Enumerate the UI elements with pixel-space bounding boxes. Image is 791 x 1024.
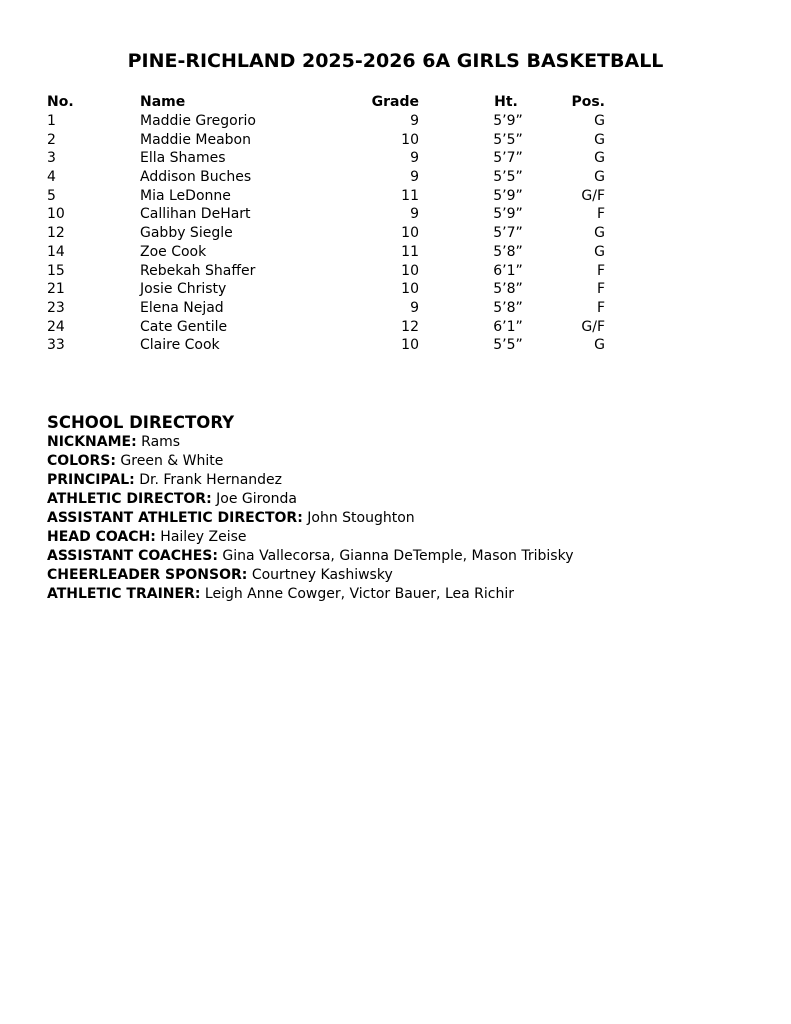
player-number: 24 (47, 318, 65, 335)
directory-label: PRINCIPAL: (47, 472, 135, 488)
directory-value: Gina Vallecorsa, Gianna DeTemple, Mason Tribisky (217, 548, 574, 564)
player-name: Zoe Cook (140, 243, 207, 260)
directory-label: ATHLETIC TRAINER: (47, 586, 201, 602)
player-name: Gabby Siegle (140, 225, 233, 242)
directory-entry (47, 490, 747, 509)
player-position: G (594, 169, 605, 186)
header-no: No. (47, 94, 74, 110)
table-row (47, 149, 607, 168)
player-grade: 9 (410, 150, 419, 167)
player-height: 5’7” (493, 150, 523, 167)
player-height: 5’9” (493, 187, 523, 204)
player-grade: 12 (401, 318, 419, 335)
player-name: Josie Christy (140, 281, 227, 298)
player-number: 12 (47, 225, 65, 242)
player-number: 33 (47, 337, 65, 354)
table-row (47, 187, 607, 206)
directory-label: ATHLETIC DIRECTOR: (47, 491, 212, 507)
player-grade: 10 (401, 131, 419, 148)
header-name: Name (140, 94, 186, 110)
player-position: G (594, 225, 605, 242)
directory-value: Hailey Zeise (155, 529, 247, 545)
player-number: 1 (47, 113, 56, 129)
player-grade: 9 (410, 113, 419, 129)
table-row (47, 131, 607, 150)
table-row (47, 168, 607, 187)
directory-entry (47, 528, 747, 547)
player-position: G (594, 150, 605, 167)
roster-table (47, 93, 607, 355)
directory-heading: SCHOOL DIRECTORY (47, 413, 235, 432)
player-grade: 11 (401, 187, 419, 204)
player-grade: 10 (401, 225, 419, 242)
player-position: G/F (581, 187, 605, 204)
player-name: Ella Shames (140, 150, 226, 167)
player-height: 5’8” (493, 281, 523, 298)
page-title: PINE-RICHLAND 2025-2026 6A GIRLS BASKETBALL (127, 50, 664, 72)
directory-value: Green & White (115, 453, 224, 469)
table-row (47, 112, 607, 131)
player-height: 6’1” (493, 262, 523, 279)
player-height: 5’9” (493, 206, 523, 223)
player-number: 14 (47, 243, 65, 260)
directory-label: CHEERLEADER SPONSOR: (47, 567, 248, 583)
directory-label: ASSISTANT ATHLETIC DIRECTOR: (47, 510, 303, 526)
player-number: 15 (47, 262, 65, 279)
header-height: Ht. (494, 94, 518, 110)
directory-value: Rams (136, 434, 181, 450)
player-number: 23 (47, 299, 65, 316)
player-name: Elena Nejad (140, 299, 224, 316)
directory-label: NICKNAME: (47, 434, 137, 450)
player-position: F (596, 299, 605, 316)
directory-entry (47, 471, 747, 490)
directory-label: HEAD COACH: (47, 529, 156, 545)
player-name: Mia LeDonne (140, 187, 231, 204)
player-height: 5’8” (493, 243, 523, 260)
header-position: Pos. (571, 94, 605, 110)
directory-entry (47, 452, 747, 471)
player-position: G/F (581, 318, 605, 335)
directory-value: John Stoughton (302, 510, 415, 526)
roster-header-row (47, 93, 607, 112)
player-number: 4 (47, 169, 56, 186)
player-position: F (596, 281, 605, 298)
player-number: 3 (47, 150, 56, 167)
player-number: 2 (47, 131, 56, 148)
directory-entry (47, 547, 747, 566)
player-grade: 9 (410, 206, 419, 223)
player-grade: 10 (401, 281, 419, 298)
player-name: Maddie Gregorio (140, 113, 256, 129)
directory-entry (47, 509, 747, 528)
table-row (47, 318, 607, 337)
table-row (47, 224, 607, 243)
player-number: 5 (47, 187, 56, 204)
player-position: G (594, 131, 605, 148)
player-height: 5’5” (493, 131, 523, 148)
table-row (47, 262, 607, 281)
player-height: 5’8” (493, 299, 523, 316)
directory-entry (47, 433, 747, 452)
player-name: Cate Gentile (140, 318, 228, 335)
player-name: Claire Cook (140, 337, 220, 354)
table-row (47, 336, 607, 355)
table-row (47, 280, 607, 299)
directory-entry (47, 585, 747, 604)
player-height: 5’7” (493, 225, 523, 242)
player-grade: 11 (401, 243, 419, 260)
directory-label: ASSISTANT COACHES: (47, 548, 218, 564)
player-position: G (594, 243, 605, 260)
directory-entry (47, 566, 747, 585)
school-directory (47, 412, 747, 604)
player-grade: 9 (410, 299, 419, 316)
header-grade: Grade (371, 94, 419, 110)
player-position: G (594, 337, 605, 354)
directory-value: Leigh Anne Cowger, Victor Bauer, Lea Richir (200, 586, 514, 602)
player-name: Callihan DeHart (140, 206, 251, 223)
player-number: 10 (47, 206, 65, 223)
directory-label: COLORS: (47, 453, 116, 469)
directory-value: Dr. Frank Hernandez (134, 472, 283, 488)
player-grade: 10 (401, 337, 419, 354)
table-row (47, 243, 607, 262)
player-grade: 9 (410, 169, 419, 186)
table-row (47, 299, 607, 318)
player-number: 21 (47, 281, 65, 298)
player-height: 5’5” (493, 337, 523, 354)
player-height: 6’1” (493, 318, 523, 335)
directory-entries (47, 433, 747, 604)
player-height: 5’5” (493, 169, 523, 186)
player-grade: 10 (401, 262, 419, 279)
directory-value: Joe Gironda (211, 491, 297, 507)
player-name: Maddie Meabon (140, 131, 251, 148)
player-name: Rebekah Shaffer (140, 262, 256, 279)
player-position: F (596, 262, 605, 279)
player-height: 5’9” (493, 113, 523, 129)
directory-value: Courtney Kashiwsky (247, 567, 393, 583)
player-name: Addison Buches (140, 169, 252, 186)
roster-body (47, 112, 607, 355)
player-position: F (596, 206, 605, 223)
table-row (47, 205, 607, 224)
player-position: G (594, 113, 605, 129)
